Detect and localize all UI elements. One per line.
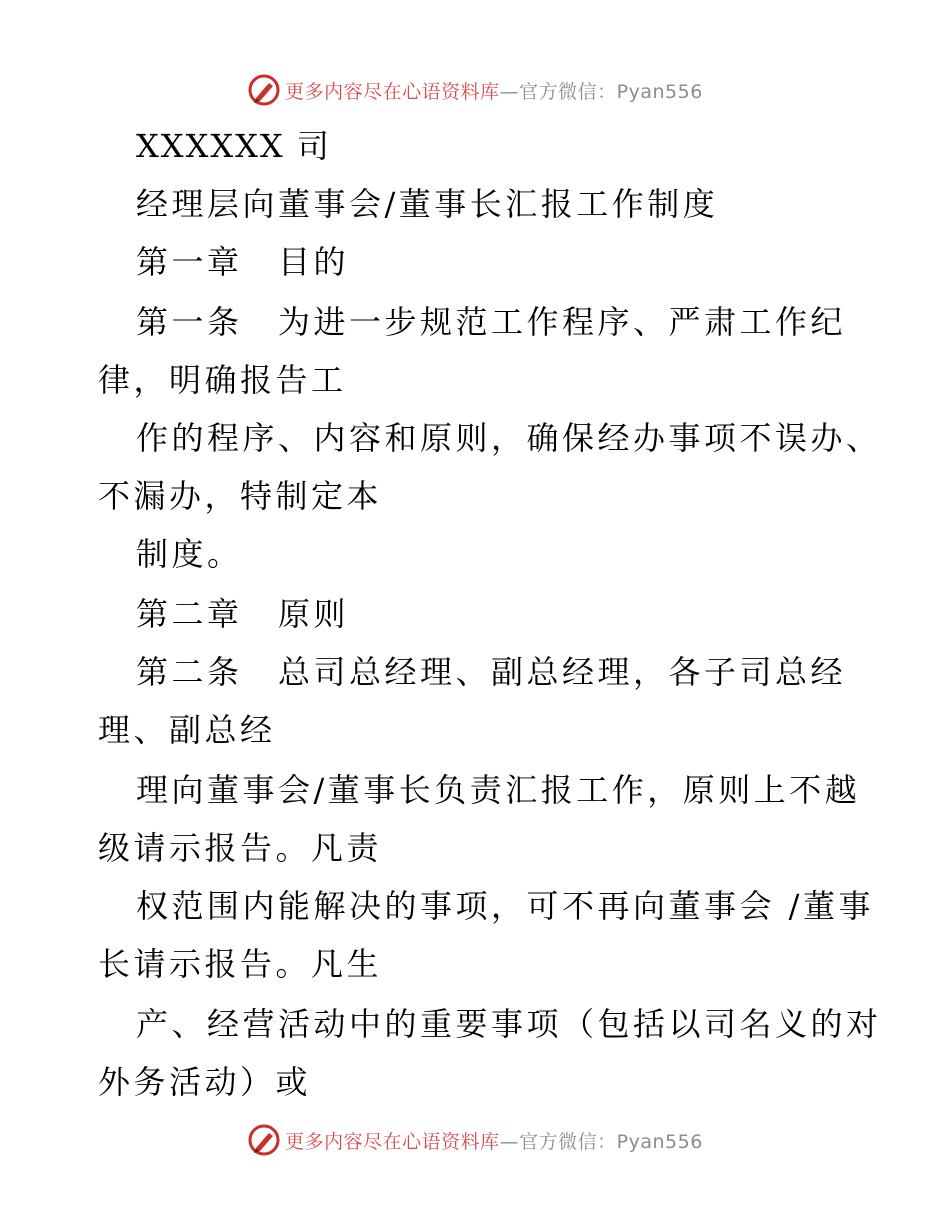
article-text-line: 级请示报告。凡责: [98, 829, 383, 867]
watermark-wechat-text: 官方微信：Pyan556: [519, 80, 703, 103]
bottom-watermark-banner: [0, 1120, 950, 1160]
article-text-line: 制度。: [136, 535, 243, 573]
pen-logo-icon: [247, 73, 281, 107]
article-text-line: 理向董事会/董事长负责汇报工作，原则上不越: [136, 771, 861, 809]
top-watermark-banner: [0, 70, 950, 110]
article-text-line: 作的程序、内容和原则，确保经办事项不误办、: [136, 419, 882, 457]
watermark-text: [285, 77, 703, 104]
article-text-line: 外务活动）或: [98, 1063, 312, 1101]
article-text-line: 权范围内能解决的事项，可不再向董事会 /董事: [136, 887, 874, 925]
article-text-line: 第二条 总司总经理、副总经理，各子司总经: [136, 653, 847, 691]
article-text-line: 不漏办，特制定本: [98, 477, 383, 515]
watermark-separator: —: [499, 80, 520, 103]
document-title: 经理层向董事会/董事长汇报工作制度: [136, 185, 719, 223]
watermark-main-text: 更多内容尽在心语资料库: [285, 1130, 500, 1153]
pen-logo-icon: [247, 1123, 281, 1157]
chapter-heading: 第一章 目的: [136, 243, 350, 281]
watermark-main-text: 更多内容尽在心语资料库: [285, 80, 500, 103]
article-text-line: 第一条 为进一步规范工作程序、严肃工作纪: [136, 303, 847, 341]
article-text-line: 律，明确报告工: [98, 361, 347, 399]
article-text-line: 长请示报告。凡生: [98, 945, 383, 983]
watermark-text: [285, 1127, 703, 1154]
watermark-wechat-text: 官方微信：Pyan556: [519, 1130, 703, 1153]
article-text-line: 产、经营活动中的重要事项（包括以司名义的对: [136, 1005, 882, 1043]
company-name-line: XXXXXX 司: [136, 127, 331, 165]
watermark-separator: —: [499, 1130, 520, 1153]
chapter-heading: 第二章 原则: [136, 595, 350, 633]
article-text-line: 理、副总经: [98, 711, 276, 749]
